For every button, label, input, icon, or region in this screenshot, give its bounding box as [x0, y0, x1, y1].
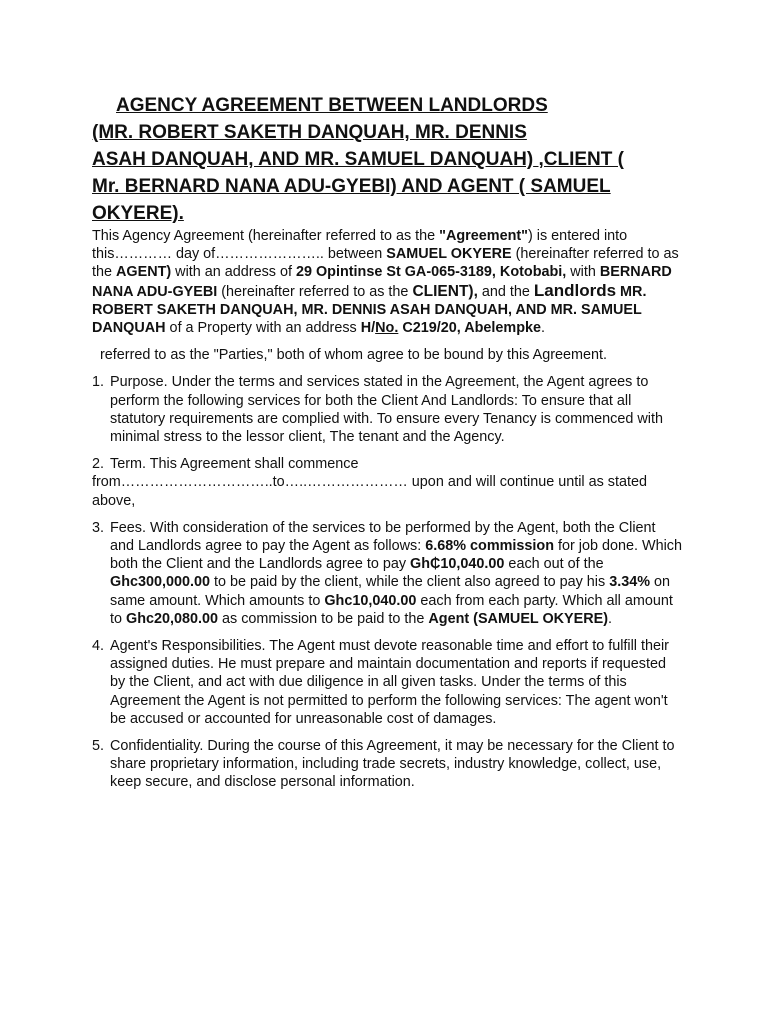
clause-text: for job done. Which both the Client and the Landlords agree to pay — [110, 538, 682, 573]
clause-term — [92, 455, 682, 510]
clause-text: Agent's Responsibilities. The Agent must devote reasonable time and effort to fulfill their assigned duties. He must prepare and maintain documentation and reports if requested by the Client, and act with due diligence in all given tasks. Under the terms of this Agreement the Agent is not permitted to perform the following services: The agent won't be accused or accounted for unreasonable cost of damages. — [110, 638, 669, 727]
intro-paragraph — [92, 227, 682, 337]
clause-text: each out of the — [504, 556, 604, 573]
clause-text: on same amount. Which amounts to — [110, 574, 671, 609]
document-title — [92, 92, 692, 227]
clause-text: Term. This Agreement shall commence — [110, 456, 359, 473]
title-line-4b: AGENT ( SAMUEL — [447, 176, 611, 197]
property-house-prefix: H/ — [360, 320, 376, 337]
agent-reference: Agent (SAMUEL OKYERE) — [428, 610, 609, 627]
landlords-label: Landlords — [533, 280, 617, 300]
title-line-2: (MR. ROBERT SAKETH DANQUAH, MR. DENNIS — [92, 122, 527, 143]
clause-text: to be paid by the client, while the client also agreed to pay his — [210, 574, 610, 591]
intro-text: and the — [477, 283, 534, 300]
property-number-label: No. — [375, 320, 399, 337]
clause-text: as commission to be paid to the — [218, 610, 429, 627]
title-line-3a: ASAH DANQUAH, AND MR. SAMUEL DANQUAH) — [92, 149, 534, 170]
clause-number: 1. — [92, 374, 105, 391]
intro-text: (hereinafter referred to as the — [92, 246, 679, 281]
clause-text: Purpose. Under the terms and services stated in the Agreement, the Agent agrees to perform the following services for both the Client And Landlords: To ensure that all statutory requirements are complied with. To ensure every Tenancy is commenced with minimal stress to the lessor client, The tenant and the Agency. — [110, 374, 663, 446]
document-body — [92, 227, 682, 792]
intro-text: with — [566, 264, 600, 281]
intro-text: ) is entered into this………… day of………………….. between — [92, 228, 628, 263]
clause-responsibilities — [92, 637, 682, 728]
clause-text: Fees. With consideration of the services to be performed by the Agent, both the Client and Landlords agree to pay the Agent as follows: — [110, 519, 656, 555]
agreement-term: "Agreement" — [439, 228, 528, 244]
clause-number: 4. — [92, 638, 105, 655]
parties-paragraph: referred to as the "Parties," both of whom agree to be bound by this Agreement. — [100, 347, 607, 364]
total-commission: Ghc20,080.00 — [126, 610, 219, 627]
agent-name: SAMUEL OKYERE — [386, 246, 512, 263]
commission-rate: 6.68% commission — [425, 538, 554, 555]
clause-number: 3. — [92, 519, 105, 536]
title-line-5: OKYERE). — [92, 203, 184, 224]
agent-label: AGENT) — [116, 264, 172, 281]
clause-purpose — [92, 373, 682, 446]
intro-text: (hereinafter referred to as the — [217, 283, 413, 300]
intro-text: . — [541, 320, 545, 337]
client-label: CLIENT), — [412, 282, 478, 300]
client-name: BERNARD NANA ADU-GYEBI — [92, 264, 672, 300]
clause-fees — [92, 519, 682, 628]
landlord-names: MR. ROBERT SAKETH DANQUAH, MR. DENNIS ASAH DANQUAH, AND MR. SAMUEL DANQUAH — [92, 283, 647, 337]
clause-confidentiality — [92, 737, 682, 792]
title-line-4: Mr. BERNARD NANA ADU-GYEBI) AND — [92, 176, 448, 197]
property-address: C219/20, Abelempke — [398, 320, 541, 337]
property-value: Ghc300,000.00 — [110, 574, 211, 591]
intro-text: of a Property with an address — [165, 320, 361, 337]
intro-text: with an address of — [171, 264, 296, 281]
per-party-amount: Ghc10,040.00 — [324, 592, 417, 609]
title-line-1: AGENCY AGREEMENT BETWEEN LANDLORDS — [116, 95, 548, 116]
clause-text: each from each party. Which all amount to — [110, 592, 673, 627]
agent-address: 29 Opintinse St GA-065-3189, Kotobabi, — [295, 264, 567, 281]
clause-text: . — [608, 610, 613, 627]
clause-number: 5. — [92, 738, 105, 755]
clause-text: Confidentiality. During the course of this Agreement, it may be necessary for the Client to share proprietary information, including trade secrets, industry knowledge, collect, use, keep secure, and disclose personal information. — [110, 738, 675, 791]
title-line-3b: ,CLIENT ( — [533, 149, 624, 170]
intro-text: This Agency Agreement (hereinafter referred to as the — [92, 228, 440, 244]
clause-text: from…………………………..to…..………………… upon and will continue until as stated above, — [92, 474, 648, 509]
clause-number: 2. — [92, 456, 105, 473]
client-rate: 3.34% — [609, 574, 651, 591]
fee-amount: Gh₵10,040.00 — [410, 556, 505, 573]
